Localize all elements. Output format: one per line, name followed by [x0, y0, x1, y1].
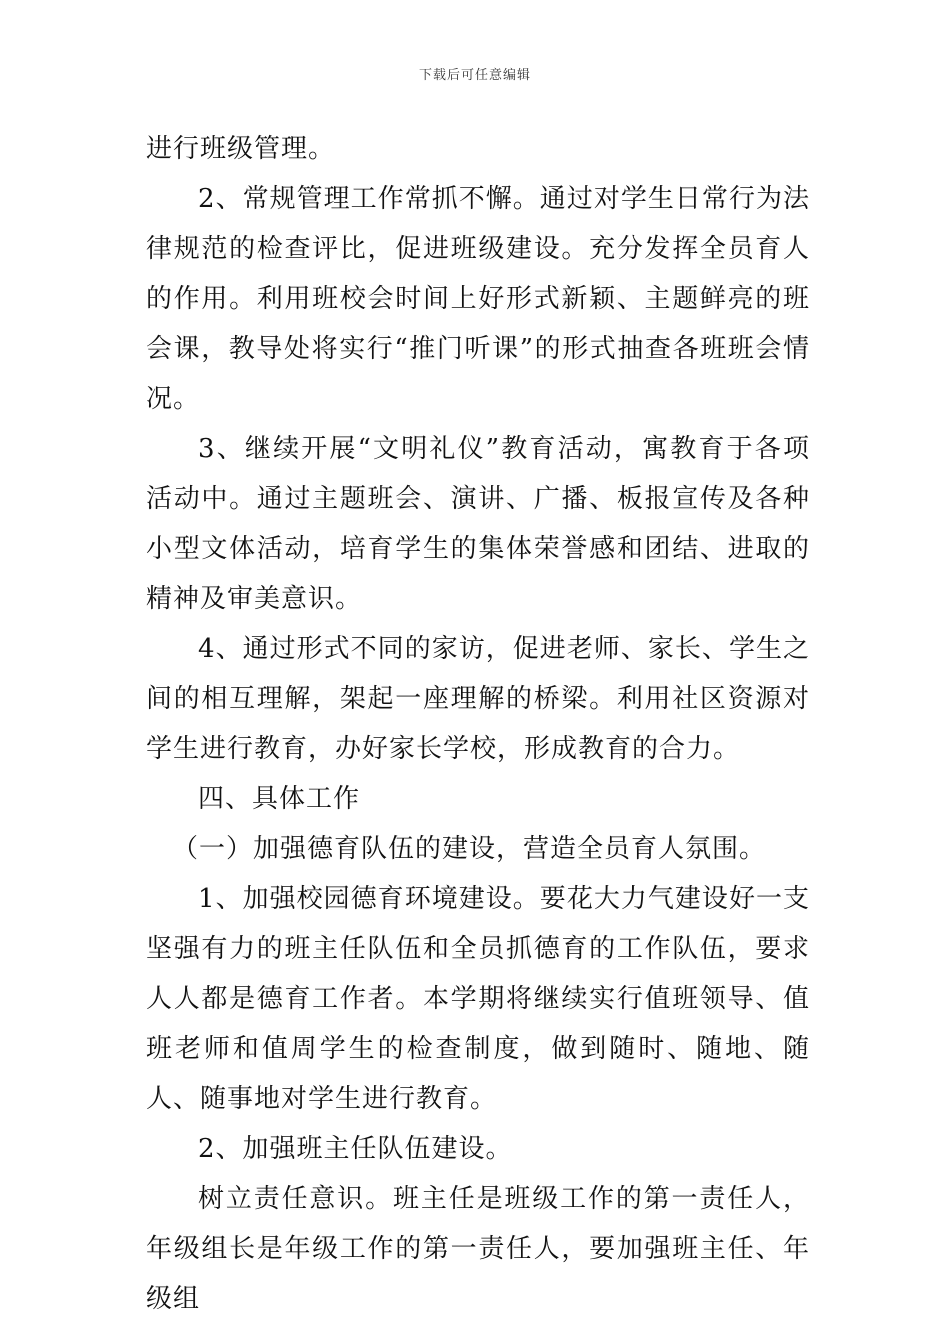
subsection-heading: （一）加强德育队伍的建设，营造全员育人氛围。 — [172, 834, 767, 864]
paragraph-item-4: 4、通过形式不同的家访，促进老师、家长、学生之间的相互理解，架起一座理解的桥梁。利用社区资源对学生进行教育，办好家长学校，形成教育的合力。 — [146, 634, 810, 764]
page-header: 下载后可任意编辑 — [418, 68, 531, 83]
paragraph-sub-item-1: 1、加强校园德育环境建设。要花大力气建设好一支坚强有力的班主任队伍和全员抓德育的工作队伍，要求人人都是德育工作者。本学期将继续实行值班领导、值班老师和值周学生的检查制度，做到随时、随地、随人、随事地对学生进行教育。 — [146, 884, 810, 1114]
paragraph-sub-item-2: 2、加强班主任队伍建设。 — [198, 1134, 513, 1164]
document-body — [146, 124, 810, 1324]
paragraph-responsibility: 树立责任意识。班主任是班级工作的第一责任人，年级组长是年级工作的第一责任人，要加强班主任、年级组 — [146, 1184, 810, 1314]
paragraph-item-3: 3、继续开展“文明礼仪”教育活动，寓教育于各项活动中。通过主题班会、演讲、广播、板报宣传及各种小型文体活动，培育学生的集体荣誉感和团结、进取的精神及审美意识。 — [146, 434, 810, 614]
section-heading: 四、具体工作 — [198, 784, 361, 814]
paragraph-item-2: 2、常规管理工作常抓不懈。通过对学生日常行为法律规范的检查评比，促进班级建设。充分发挥全员育人的作用。利用班校会时间上好形式新颖、主题鲜亮的班会课，教导处将实行“推门听课”的形式抽查各班班会情况。 — [146, 184, 810, 414]
paragraph-continuation: 进行班级管理。 — [146, 134, 336, 164]
